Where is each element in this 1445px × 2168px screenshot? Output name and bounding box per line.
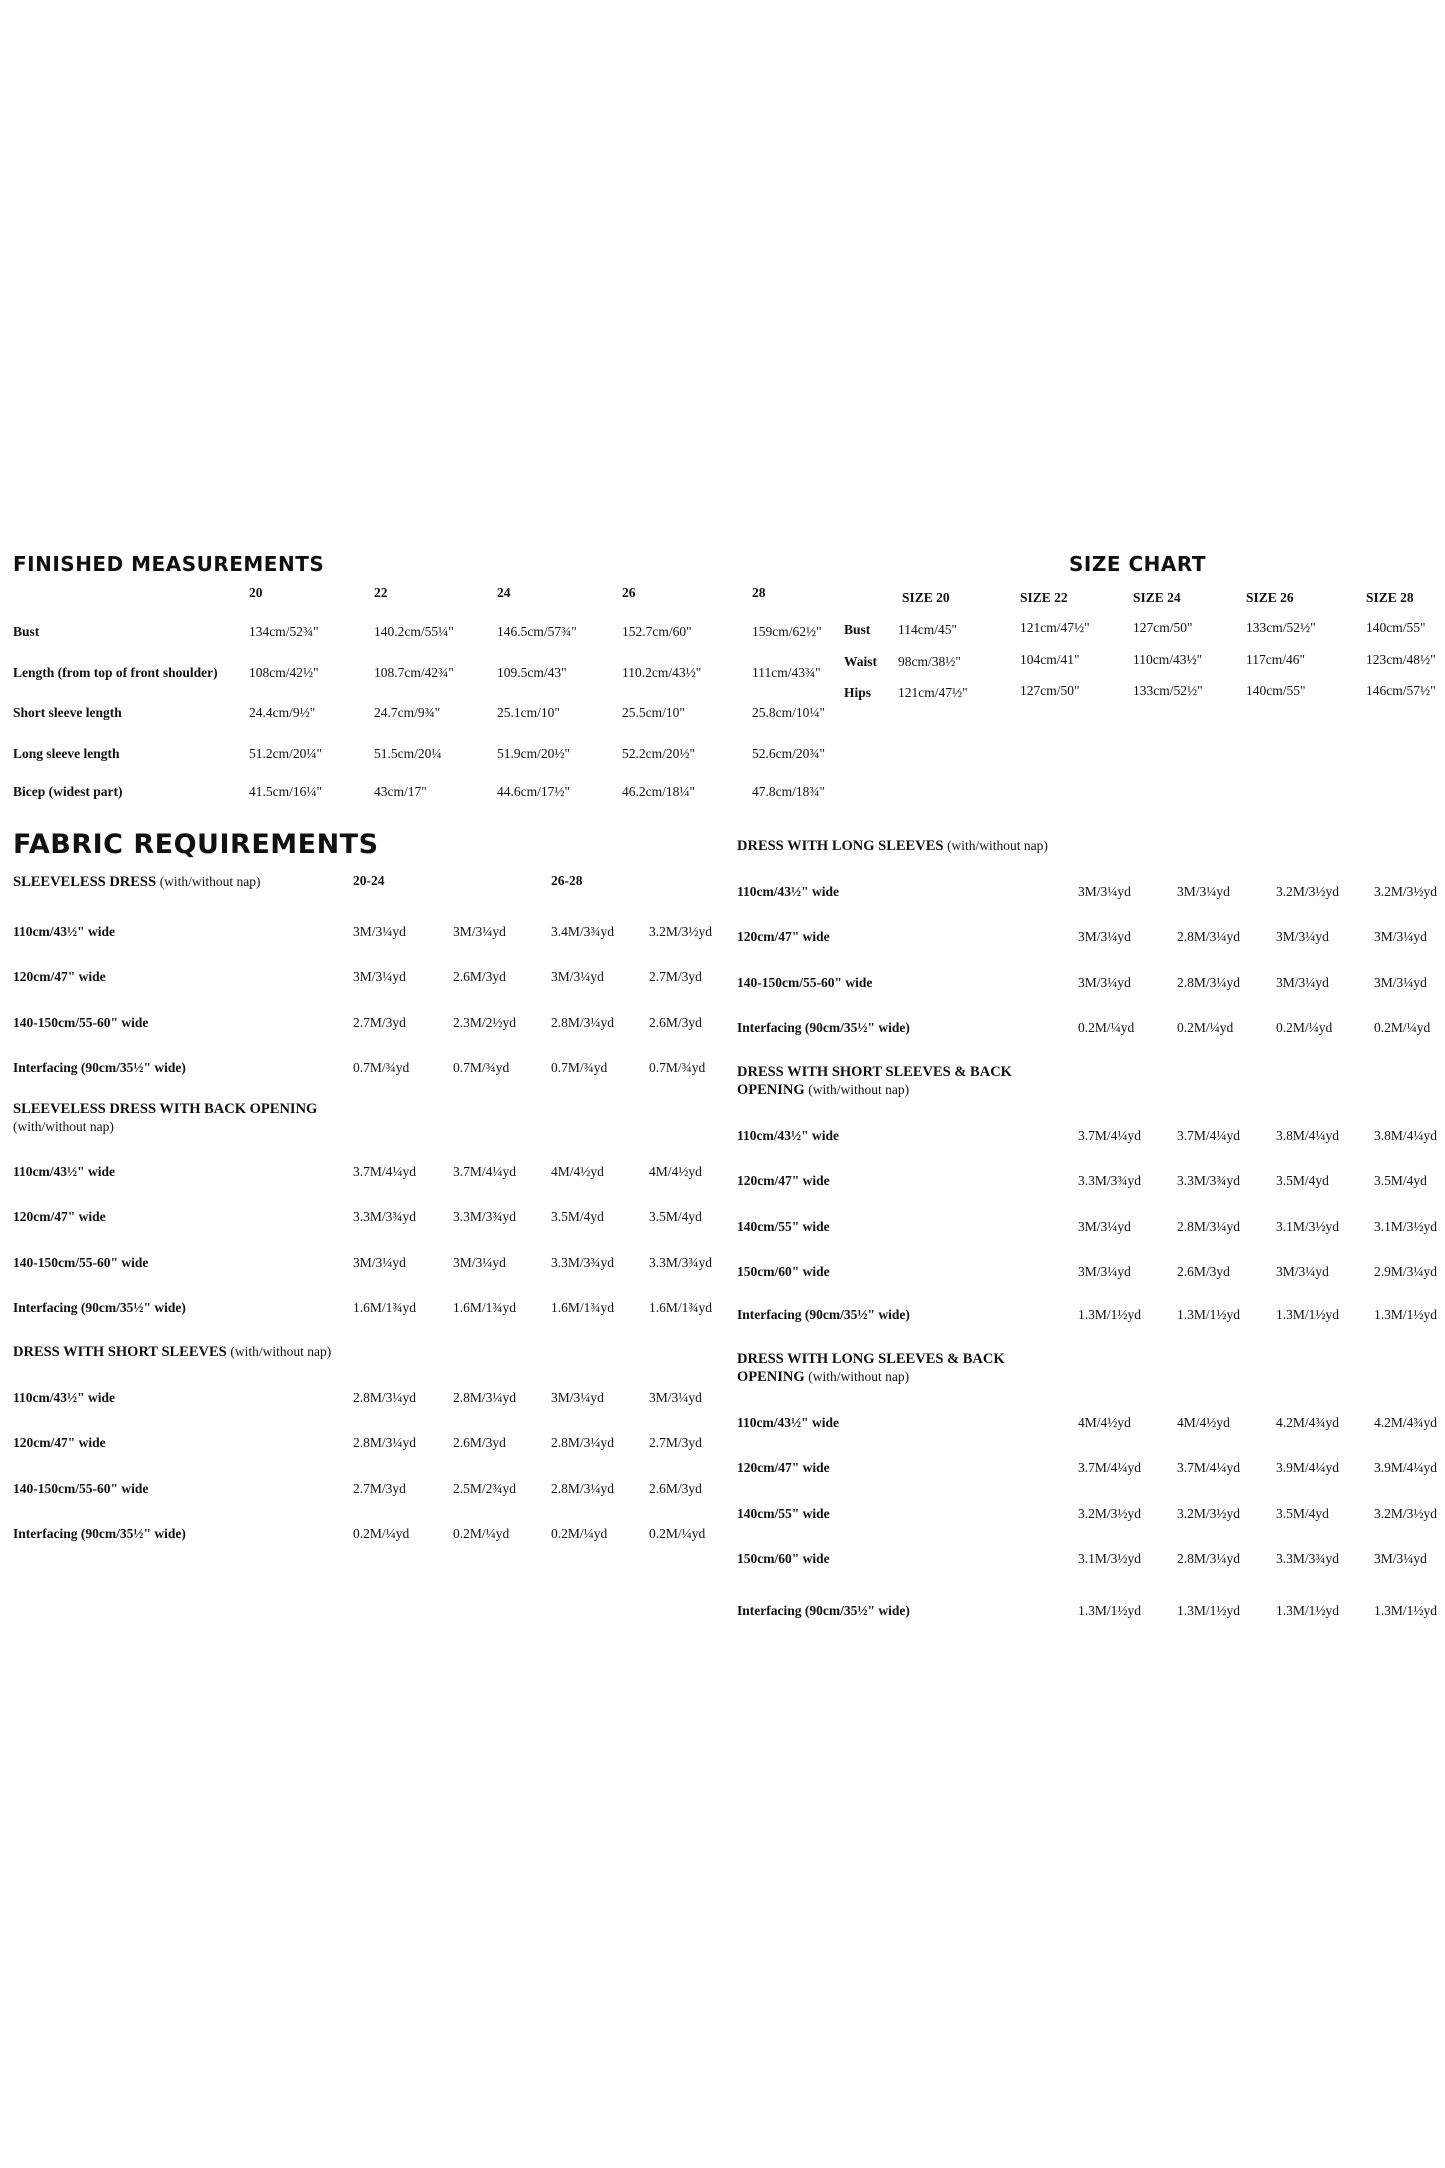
fabric-cell: 3.3M/3¾yd: [1078, 1173, 1142, 1188]
fm-cell: 146.5cm/57¾": [497, 624, 577, 639]
fabric-cell: 3.7M/4¼yd: [1078, 1128, 1142, 1143]
section-title-text: DRESS WITH LONG SLEEVES & BACK: [737, 1351, 1005, 1367]
section-note: (with/without nap): [808, 1082, 910, 1097]
fabric-cell: 0.2M/¼yd: [353, 1526, 410, 1541]
finished-measurements-title: FINISHED MEASUREMENTS: [13, 552, 325, 576]
size-chart-cell: 114cm/45": [898, 622, 958, 637]
fm-cell: 52.2cm/20½": [622, 746, 696, 761]
fabric-cell: 2.8M/3¼yd: [1177, 975, 1241, 990]
size-chart-cell: 110cm/43½": [1133, 652, 1203, 667]
fabric-cell: 3M/3¼yd: [1276, 1264, 1329, 1279]
section-title: [13, 1343, 331, 1361]
fabric-cell: 1.6M/1¾yd: [551, 1300, 615, 1315]
size-chart-cell: 146cm/57½": [1366, 683, 1436, 698]
fm-cell: 52.6cm/20¾": [752, 746, 826, 761]
size-chart-row-label: Waist: [844, 654, 878, 669]
fabric-cell: 0.7M/¾yd: [353, 1060, 410, 1075]
size-chart-row-label: Hips: [844, 685, 872, 700]
fabric-row-label: 150cm/60" wide: [737, 1551, 830, 1566]
size-chart-cell: 121cm/47½": [1020, 620, 1090, 635]
fabric-row-label: 150cm/60" wide: [737, 1264, 830, 1279]
fabric-cell: 3.3M/3¾yd: [649, 1255, 713, 1270]
fabric-cell: 3.7M/4¼yd: [1177, 1128, 1241, 1143]
fabric-cell: 1.3M/1½yd: [1374, 1603, 1438, 1618]
fm-cell: 159cm/62½": [752, 624, 822, 639]
fabric-cell: 3.5M/4yd: [1276, 1506, 1329, 1521]
section-title: [737, 1351, 1005, 1386]
fabric-cell: 3M/3¼yd: [1276, 975, 1329, 990]
section-title: [13, 1101, 317, 1136]
size-chart-header: SIZE 24: [1133, 590, 1181, 605]
fabric-row-label: 110cm/43½" wide: [13, 1164, 115, 1179]
size-chart-row-label: Bust: [844, 622, 871, 637]
fabric-row-label: 140cm/55" wide: [737, 1506, 830, 1521]
fabric-cell: 3.3M/3¾yd: [453, 1209, 517, 1224]
fabric-cell: 3.2M/3½yd: [1374, 884, 1438, 899]
fabric-col-header: 26-28: [551, 873, 583, 888]
fabric-cell: 2.6M/3yd: [1177, 1264, 1230, 1279]
fabric-cell: 0.2M/¼yd: [453, 1526, 510, 1541]
fm-row-label: Bust: [13, 624, 40, 639]
fabric-cell: 3.5M/4yd: [1276, 1173, 1329, 1188]
fabric-row-label: Interfacing (90cm/35½" wide): [737, 1307, 910, 1322]
fabric-cell: 2.7M/3yd: [649, 1435, 702, 1450]
fabric-cell: 3M/3¼yd: [453, 1255, 506, 1270]
fabric-cell: 1.3M/1½yd: [1276, 1603, 1340, 1618]
fabric-row-label: 120cm/47" wide: [737, 929, 830, 944]
fabric-cell: 0.7M/¾yd: [649, 1060, 706, 1075]
size-header-28: 28: [752, 585, 766, 600]
fabric-cell: 0.7M/¾yd: [551, 1060, 608, 1075]
fabric-cell: 0.2M/¼yd: [551, 1526, 608, 1541]
fabric-cell: 2.5M/2¾yd: [453, 1481, 517, 1496]
fabric-row-label: 120cm/47" wide: [13, 1209, 106, 1224]
fabric-cell: 0.2M/¼yd: [1276, 1020, 1333, 1035]
size-chart-header: SIZE 28: [1366, 590, 1414, 605]
size-chart-header: SIZE 20: [902, 590, 950, 605]
fm-cell: 25.8cm/10¼": [752, 705, 826, 720]
fabric-cell: 0.2M/¼yd: [1078, 1020, 1135, 1035]
fabric-cell: 3.2M/3½yd: [1078, 1506, 1142, 1521]
fabric-cell: 1.3M/1½yd: [1078, 1603, 1142, 1618]
fabric-cell: 2.3M/2½yd: [453, 1015, 517, 1030]
fabric-row-label: Interfacing (90cm/35½" wide): [737, 1020, 910, 1035]
fabric-cell: 2.6M/3yd: [649, 1015, 702, 1030]
size-header-20: 20: [249, 585, 263, 600]
fabric-cell: 2.8M/3¼yd: [551, 1481, 615, 1496]
fabric-row-label: 140-150cm/55-60" wide: [13, 1255, 149, 1270]
fabric-row-label: Interfacing (90cm/35½" wide): [13, 1060, 186, 1075]
size-chart-header: SIZE 22: [1020, 590, 1068, 605]
section-note: (with/without nap): [230, 1344, 332, 1359]
fabric-cell: 3.7M/4¼yd: [353, 1164, 417, 1179]
fabric-cell: 0.7M/¾yd: [453, 1060, 510, 1075]
fabric-row-label: 120cm/47" wide: [13, 1435, 106, 1450]
fabric-cell: 3.2M/3½yd: [1374, 1506, 1438, 1521]
size-header-24: 24: [497, 585, 511, 600]
fabric-cell: 2.8M/3¼yd: [1177, 1219, 1241, 1234]
fabric-cell: 3M/3¼yd: [1276, 929, 1329, 944]
size-chart-cell: 133cm/52½": [1133, 683, 1203, 698]
fabric-cell: 3.3M/3¾yd: [1177, 1173, 1241, 1188]
fabric-cell: 3M/3¼yd: [353, 924, 406, 939]
fm-cell: 25.1cm/10": [497, 705, 560, 720]
fabric-cell: 3M/3¼yd: [353, 969, 406, 984]
fabric-cell: 3.7M/4¼yd: [1078, 1460, 1142, 1475]
size-chart-cell: 123cm/48½": [1366, 652, 1436, 667]
fabric-cell: 4M/4½yd: [1177, 1415, 1230, 1430]
fabric-row-label: 110cm/43½" wide: [13, 1390, 115, 1405]
size-chart-cell: 104cm/41": [1020, 652, 1080, 667]
fm-cell: 111cm/43¾": [752, 665, 821, 680]
fabric-cell: 2.9M/3¼yd: [1374, 1264, 1438, 1279]
section-title-text: DRESS WITH LONG SLEEVES: [737, 838, 944, 854]
size-chart-cell: 127cm/50": [1020, 683, 1080, 698]
fm-cell: 152.7cm/60": [622, 624, 692, 639]
section-title-text: DRESS WITH SHORT SLEEVES: [13, 1344, 227, 1360]
fabric-cell: 3.2M/3½yd: [649, 924, 713, 939]
fabric-cell: 4M/4½yd: [551, 1164, 604, 1179]
section-title: [13, 873, 261, 891]
fm-cell: 108cm/42½": [249, 665, 319, 680]
fabric-cell: 0.2M/¼yd: [1374, 1020, 1431, 1035]
size-chart-cell: 133cm/52½": [1246, 620, 1316, 635]
size-chart-cell: 98cm/38½": [898, 654, 961, 669]
fabric-cell: 2.6M/3yd: [453, 1435, 506, 1450]
section-note: (with/without nap): [13, 1119, 114, 1134]
fabric-cell: 3.8M/4¼yd: [1374, 1128, 1438, 1143]
fabric-cell: 0.2M/¼yd: [649, 1526, 706, 1541]
fabric-cell: 3.3M/3¾yd: [1276, 1551, 1340, 1566]
fabric-cell: 1.6M/1¾yd: [453, 1300, 517, 1315]
section-title-text: DRESS WITH SHORT SLEEVES & BACK: [737, 1064, 1012, 1080]
fm-cell: 51.5cm/20¼: [374, 746, 442, 761]
fabric-cell: 2.7M/3yd: [353, 1015, 406, 1030]
fm-cell: 47.8cm/18¾": [752, 784, 826, 799]
fabric-cell: 3M/3¼yd: [453, 924, 506, 939]
fabric-cell: 3.1M/3½yd: [1374, 1219, 1438, 1234]
fabric-col-header: 20-24: [353, 873, 385, 888]
fabric-cell: 2.6M/3yd: [453, 969, 506, 984]
size-chart-cell: 121cm/47½": [898, 685, 968, 700]
fm-row-label: Bicep (widest part): [13, 784, 123, 799]
fabric-cell: 0.2M/¼yd: [1177, 1020, 1234, 1035]
fabric-cell: 1.3M/1½yd: [1078, 1307, 1142, 1322]
fm-cell: 41.5cm/16¼": [249, 784, 323, 799]
fabric-cell: 3.8M/4¼yd: [1276, 1128, 1340, 1143]
fabric-cell: 3.3M/3¾yd: [353, 1209, 417, 1224]
fm-cell: 24.7cm/9¾": [374, 705, 441, 720]
fabric-cell: 3M/3¼yd: [1078, 1264, 1131, 1279]
size-chart-cell: 140cm/55": [1246, 683, 1306, 698]
fabric-cell: 3M/3¼yd: [1374, 929, 1427, 944]
section-note: (with/without nap): [808, 1369, 910, 1384]
fabric-row-label: Interfacing (90cm/35½" wide): [13, 1300, 186, 1315]
fabric-row-label: 140-150cm/55-60" wide: [13, 1481, 149, 1496]
fm-cell: 46.2cm/18¼": [622, 784, 696, 799]
fabric-cell: 3.2M/3½yd: [1276, 884, 1340, 899]
fabric-cell: 3M/3¼yd: [1078, 929, 1131, 944]
fabric-cell: 1.3M/1½yd: [1374, 1307, 1438, 1322]
section-title: [737, 837, 1048, 855]
fm-cell: 140.2cm/55¼": [374, 624, 454, 639]
fabric-cell: 3M/3¼yd: [551, 1390, 604, 1405]
section-note: (with/without nap): [947, 838, 1048, 853]
fabric-cell: 3.2M/3½yd: [1177, 1506, 1241, 1521]
fabric-cell: 3.5M/4yd: [649, 1209, 702, 1224]
fabric-row-label: 140-150cm/55-60" wide: [737, 975, 873, 990]
size-chart-title: SIZE CHART: [1069, 552, 1207, 576]
size-chart-cell: 117cm/46": [1246, 652, 1306, 667]
fabric-cell: 3M/3¼yd: [1078, 884, 1131, 899]
fabric-row-label: 140-150cm/55-60" wide: [13, 1015, 149, 1030]
fabric-cell: 1.6M/1¾yd: [353, 1300, 417, 1315]
fabric-row-label: 140cm/55" wide: [737, 1219, 830, 1234]
fabric-cell: 3M/3¼yd: [1177, 884, 1230, 899]
size-header-22: 22: [374, 585, 388, 600]
fm-row-label: Length (from top of front shoulder): [13, 665, 218, 680]
fabric-cell: 1.6M/1¾yd: [649, 1300, 713, 1315]
fabric-row-label: 110cm/43½" wide: [13, 924, 115, 939]
fabric-cell: 3.9M/4¼yd: [1374, 1460, 1438, 1475]
fabric-cell: 1.3M/1½yd: [1177, 1307, 1241, 1322]
fm-cell: 51.2cm/20¼": [249, 746, 323, 761]
fabric-row-label: 120cm/47" wide: [737, 1460, 830, 1475]
fabric-cell: 3.5M/4yd: [1374, 1173, 1427, 1188]
fabric-cell: 3M/3¼yd: [1078, 975, 1131, 990]
fabric-cell: 3.4M/3¾yd: [551, 924, 615, 939]
fabric-cell: 3M/3¼yd: [649, 1390, 702, 1405]
fabric-row-label: 110cm/43½" wide: [737, 884, 839, 899]
fabric-row-label: 110cm/43½" wide: [737, 1415, 839, 1430]
fabric-requirements-title: FABRIC REQUIREMENTS: [13, 829, 379, 860]
fabric-row-label: 120cm/47" wide: [13, 969, 106, 984]
section-note: (with/without nap): [159, 874, 261, 889]
fabric-cell: 2.6M/3yd: [649, 1481, 702, 1496]
fm-cell: 51.9cm/20½": [497, 746, 571, 761]
section-title: [737, 1064, 1012, 1099]
fabric-row-label: 120cm/47" wide: [737, 1173, 830, 1188]
fabric-cell: 2.7M/3yd: [649, 969, 702, 984]
section-title-text: OPENING: [737, 1369, 805, 1385]
fabric-cell: 3M/3¼yd: [1374, 975, 1427, 990]
fabric-cell: 3.1M/3½yd: [1078, 1551, 1142, 1566]
section-title-text: SLEEVELESS DRESS WITH BACK OPENING: [13, 1101, 318, 1117]
fabric-cell: 2.7M/3yd: [353, 1481, 406, 1496]
fabric-cell: 3.7M/4¼yd: [1177, 1460, 1241, 1475]
section-title-text: OPENING: [737, 1082, 805, 1098]
fabric-cell: 2.8M/3¼yd: [1177, 929, 1241, 944]
fabric-cell: 3M/3¼yd: [551, 969, 604, 984]
fabric-cell: 2.8M/3¼yd: [551, 1435, 615, 1450]
fabric-row-label: Interfacing (90cm/35½" wide): [13, 1526, 186, 1541]
fm-cell: 24.4cm/9½": [249, 705, 316, 720]
fabric-cell: 4M/4½yd: [1078, 1415, 1131, 1430]
fabric-row-label: Interfacing (90cm/35½" wide): [737, 1603, 910, 1618]
fabric-cell: 3M/3¼yd: [353, 1255, 406, 1270]
size-header-26: 26: [622, 585, 636, 600]
fm-cell: 43cm/17": [374, 784, 427, 799]
size-chart-cell: 127cm/50": [1133, 620, 1193, 635]
fabric-cell: 3.3M/3¾yd: [551, 1255, 615, 1270]
fabric-cell: 3.5M/4yd: [551, 1209, 604, 1224]
fabric-cell: 1.3M/1½yd: [1177, 1603, 1241, 1618]
fm-row-label: Short sleeve length: [13, 705, 122, 720]
fm-cell: 134cm/52¾": [249, 624, 319, 639]
fabric-cell: 4.2M/4¾yd: [1374, 1415, 1438, 1430]
fabric-row-label: 110cm/43½" wide: [737, 1128, 839, 1143]
fabric-cell: 2.8M/3¼yd: [353, 1435, 417, 1450]
size-chart-cell: 140cm/55": [1366, 620, 1426, 635]
fabric-cell: 3M/3¼yd: [1078, 1219, 1131, 1234]
fabric-cell: 3M/3¼yd: [1374, 1551, 1427, 1566]
fm-cell: 110.2cm/43½": [622, 665, 702, 680]
fabric-cell: 4.2M/4¾yd: [1276, 1415, 1340, 1430]
fabric-cell: 4M/4½yd: [649, 1164, 702, 1179]
fabric-cell: 3.7M/4¼yd: [453, 1164, 517, 1179]
fabric-cell: 3.1M/3½yd: [1276, 1219, 1340, 1234]
fabric-cell: 1.3M/1½yd: [1276, 1307, 1340, 1322]
fm-cell: 109.5cm/43": [497, 665, 567, 680]
fabric-cell: 2.8M/3¼yd: [353, 1390, 417, 1405]
section-title-text: SLEEVELESS DRESS: [13, 874, 157, 890]
fabric-cell: 2.8M/3¼yd: [1177, 1551, 1241, 1566]
fabric-cell: 2.8M/3¼yd: [551, 1015, 615, 1030]
fm-cell: 44.6cm/17½": [497, 784, 571, 799]
fabric-cell: 2.8M/3¼yd: [453, 1390, 517, 1405]
fm-row-label: Long sleeve length: [13, 746, 120, 761]
fm-cell: 25.5cm/10": [622, 705, 685, 720]
fm-cell: 108.7cm/42¾": [374, 665, 454, 680]
fabric-cell: 3.9M/4¼yd: [1276, 1460, 1340, 1475]
size-chart-header: SIZE 26: [1246, 590, 1294, 605]
